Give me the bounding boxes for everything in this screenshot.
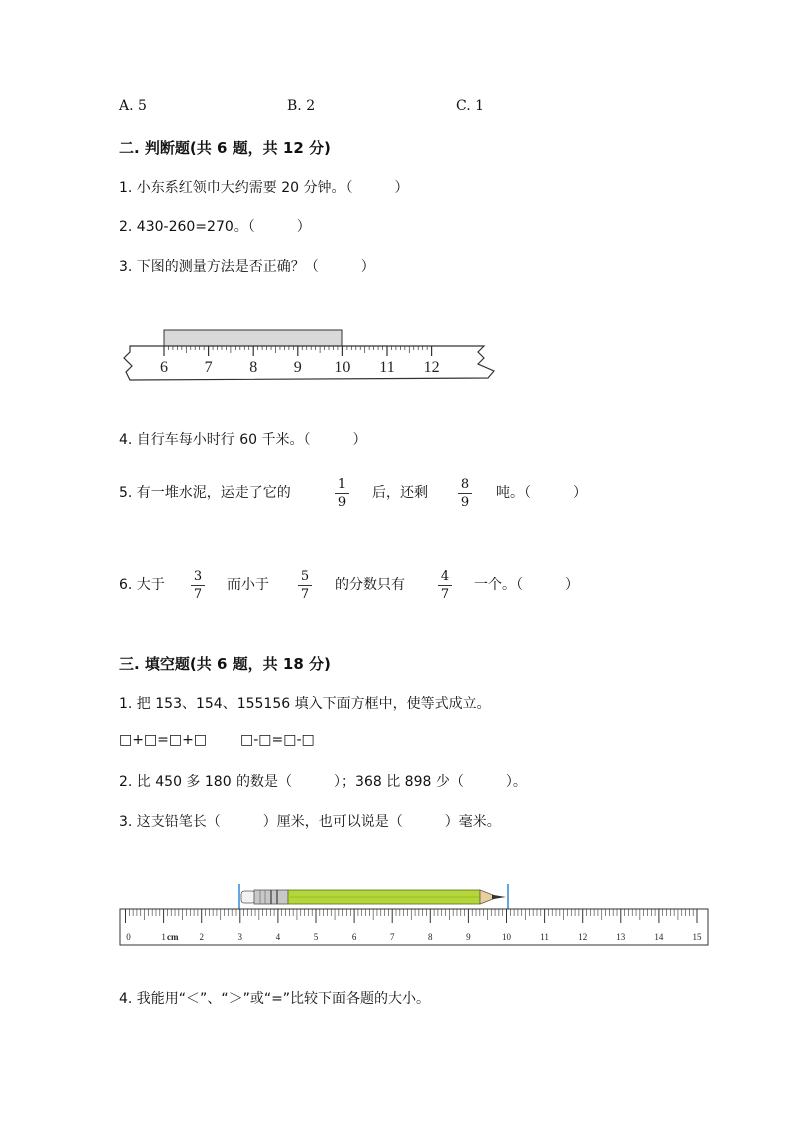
ruler-label: 9 bbox=[466, 932, 471, 942]
judge-question-6-part-a: 6. 大于 bbox=[119, 577, 165, 593]
judge-question-6-part-d: 一个。（ ） bbox=[474, 577, 579, 593]
fraction-denominator: 9 bbox=[460, 495, 470, 510]
fill-question-3: 3. 这支铅笔长（ ）厘米，也可以说是（ ）毫米。 bbox=[119, 814, 501, 830]
ruler-label: 7 bbox=[389, 932, 395, 942]
fraction-four-sevenths bbox=[437, 569, 453, 602]
fill-question-1: 1. 把 153、154、155156 填入下面方框中，使等式成立。 bbox=[119, 696, 491, 712]
option-a: A. 5 bbox=[119, 98, 147, 114]
fraction-numerator: 1 bbox=[337, 477, 347, 492]
equation-boxes-difference: □-□=□-□ bbox=[240, 732, 315, 748]
ruler-label: 5 bbox=[313, 932, 319, 942]
option-c: C. 1 bbox=[456, 98, 485, 114]
fraction-numerator: 5 bbox=[300, 569, 310, 584]
pencil-ruler-figure bbox=[118, 880, 710, 950]
ruler-label: 3 bbox=[237, 932, 243, 942]
fraction-denominator: 7 bbox=[440, 587, 450, 602]
option-b: B. 2 bbox=[287, 98, 316, 114]
judge-question-6-part-c: 的分数只有 bbox=[335, 577, 405, 593]
ruler-label: 8 bbox=[428, 932, 433, 942]
judge-question-6-part-b: 而小于 bbox=[227, 577, 269, 593]
pencil-lead bbox=[492, 895, 506, 900]
fraction-denominator: 7 bbox=[300, 587, 310, 602]
ruler-label: 8 bbox=[249, 359, 258, 376]
fraction-denominator: 9 bbox=[337, 495, 347, 510]
fraction-eight-ninths bbox=[457, 477, 473, 510]
equation-boxes-sum: □+□=□+□ bbox=[119, 732, 208, 748]
ruler-label: 15 bbox=[692, 932, 702, 942]
judge-question-1: 1. 小东系红领巾大约需要 20 分钟。（ ） bbox=[119, 180, 409, 196]
measurement-ruler-figure bbox=[118, 322, 502, 384]
ruler-label: 4 bbox=[275, 932, 281, 942]
ruler-label: 0 bbox=[126, 932, 131, 942]
judge-question-5-part-a: 5. 有一堆水泥，运走了它的 bbox=[119, 485, 291, 501]
fraction-one-ninth bbox=[334, 477, 350, 510]
ruler-label: 13 bbox=[616, 932, 626, 942]
ruler-unit-label: cm bbox=[167, 932, 179, 942]
ruler-label: 6 bbox=[351, 932, 357, 942]
ruler-label: 9 bbox=[293, 359, 302, 376]
ruler-label: 1 bbox=[161, 932, 166, 942]
judge-question-4: 4. 自行车每小时行 60 千米。（ ） bbox=[119, 432, 367, 448]
judge-question-5-part-c: 吨。（ ） bbox=[496, 485, 587, 501]
fill-question-4: 4. 我能用“＜”、“＞”或“=”比较下面各题的大小。 bbox=[119, 991, 431, 1007]
ruler-label: 10 bbox=[334, 359, 351, 376]
pencil bbox=[241, 890, 506, 904]
ruler-label: 10 bbox=[502, 932, 511, 942]
judge-question-3: 3. 下图的测量方法是否正确？（ ） bbox=[119, 259, 375, 275]
judge-question-5-part-b: 后，还剩 bbox=[372, 485, 428, 501]
ruler-label: 11 bbox=[379, 359, 395, 376]
section-3-title: 三. 填空题(共 6 题，共 18 分) bbox=[119, 655, 331, 673]
judge-question-2: 2. 430-260=270。（ ） bbox=[119, 219, 311, 235]
measured-bar bbox=[164, 330, 342, 347]
ruler-label: 12 bbox=[423, 359, 440, 376]
ruler-label: 11 bbox=[540, 932, 549, 942]
ruler-label: 2 bbox=[199, 932, 204, 942]
section-2-title: 二. 判断题(共 6 题，共 12 分) bbox=[119, 139, 331, 157]
ruler-label: 14 bbox=[654, 932, 664, 942]
fraction-numerator: 8 bbox=[460, 477, 470, 492]
fraction-three-sevenths bbox=[190, 569, 206, 602]
fraction-five-sevenths bbox=[297, 569, 313, 602]
ruler-label: 6 bbox=[160, 359, 168, 376]
ruler-label: 12 bbox=[578, 932, 588, 942]
pencil-eraser bbox=[241, 891, 255, 903]
fill-question-2: 2. 比 450 多 180 的数是（ ）；368 比 898 少（ ）。 bbox=[119, 774, 527, 790]
fraction-numerator: 4 bbox=[440, 569, 450, 584]
ruler-label: 7 bbox=[204, 359, 213, 376]
fraction-numerator: 3 bbox=[193, 569, 203, 584]
fraction-denominator: 7 bbox=[193, 587, 203, 602]
